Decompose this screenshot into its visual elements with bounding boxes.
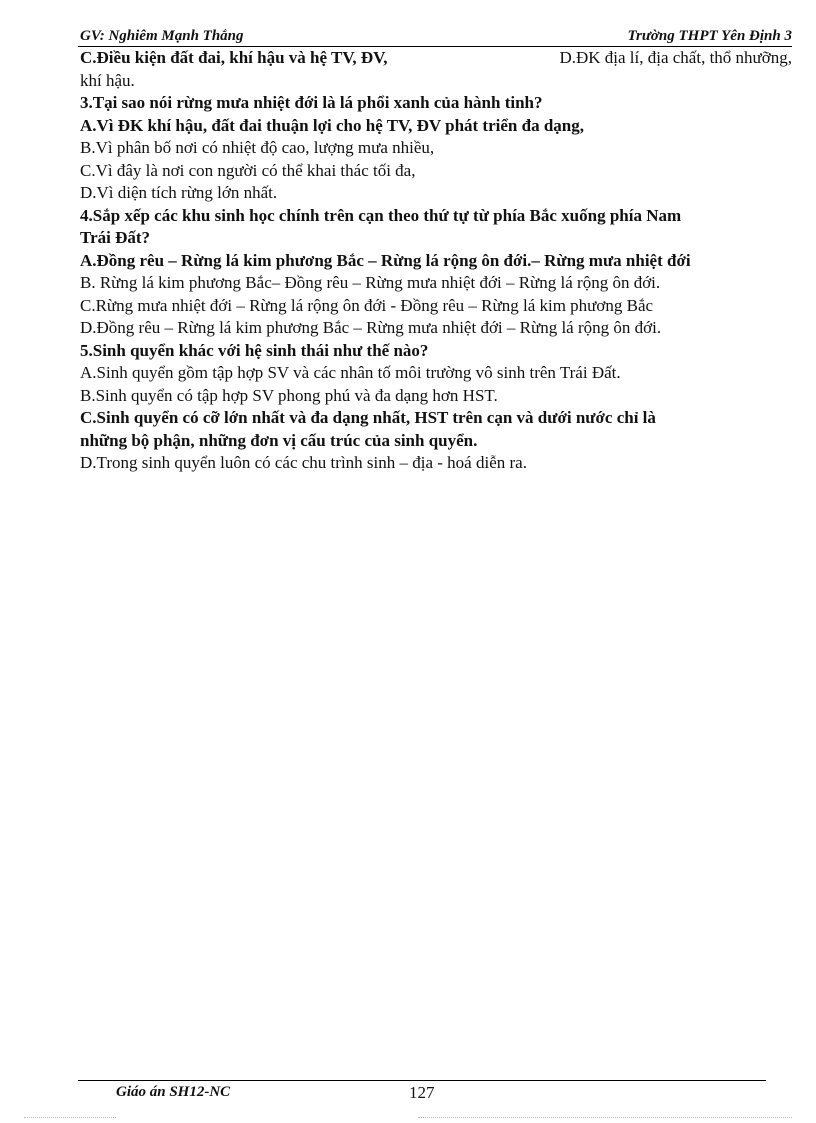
footer-dotted-left (24, 1117, 116, 1118)
footer-title: Giáo án SH12-NC (116, 1084, 231, 1100)
q3-answer-b: B.Vì phân bố nơi có nhiệt độ cao, lượng mưa nhiều, (80, 138, 435, 157)
answer-d: D.ĐK địa lí, địa chất, thổ nhưỡng, (559, 48, 792, 67)
q4-answer-b: B. Rừng lá kim phương Bắc– Đồng rêu – Rừng mưa nhiệt đới – Rừng lá rộng ôn đới. (80, 273, 661, 292)
question-4-line1: 4.Sắp xếp các khu sinh học chính trên cạn theo thứ tự từ phía Bắc xuống phía Nam (80, 205, 682, 225)
q4-answer-a-correct: A.Đồng rêu – Rừng lá kim phương Bắc – Rừng lá rộng ôn đới.– Rừng mưa nhiệt đới (80, 250, 691, 270)
q5-answer-c-correct-line1: C.Sinh quyển có cỡ lớn nhất và đa dạng nhất, HST trên cạn và dưới nước chỉ là (80, 408, 656, 427)
q5-answer-b: B.Sinh quyển có tập hợp SV phong phú và đa dạng hơn HST. (80, 385, 498, 405)
q5-answer-d: D.Trong sinh quyển luôn có các chu trình sinh – địa - hoá diễn ra. (80, 453, 527, 472)
answer-row-cd (80, 47, 792, 70)
q3-answer-c: C.Vì đây là nơi con người có thể khai thác tối đa, (80, 160, 416, 180)
answer-c-correct: C.Điều kiện đất đai, khí hậu và hệ TV, ĐV, (80, 48, 388, 67)
q5-answer-c-correct-line2: những bộ phận, những đơn vị cấu trúc của sinh quyển. (80, 430, 478, 450)
q5-answer-a: A.Sinh quyển gồm tập hợp SV và các nhân tố môi trường vô sinh trên Trái Đất. (80, 363, 621, 382)
page-number: 127 (409, 1083, 435, 1102)
question-3: 3.Tại sao nói rừng mưa nhiệt đới là lá phổi xanh của hành tinh? (80, 93, 543, 112)
question-4-line2: Trái Đất? (80, 228, 151, 247)
q3-answer-a-correct: A.Vì ĐK khí hậu, đất đai thuận lợi cho hệ TV, ĐV phát triển đa dạng, (80, 115, 584, 135)
footer-dotted-right (418, 1117, 792, 1118)
answer-d-cont: khí hậu. (80, 70, 135, 90)
header-author: GV: Nghiêm Mạnh Thắng (80, 28, 244, 44)
footer-rule (78, 1080, 766, 1081)
page-header (80, 28, 792, 48)
q4-answer-d: D.Đồng rêu – Rừng lá kim phương Bắc – Rừng mưa nhiệt đới – Rừng lá rộng ôn đới. (80, 318, 662, 337)
q4-answer-c: C.Rừng mưa nhiệt đới – Rừng lá rộng ôn đới - Đồng rêu – Rừng lá kim phương Bắc (80, 295, 654, 315)
question-5: 5.Sinh quyển khác với hệ sinh thái như thế nào? (80, 340, 429, 360)
header-school: Trường THPT Yên Định 3 (627, 28, 792, 44)
q3-answer-d: D.Vì diện tích rừng lớn nhất. (80, 183, 278, 202)
question-content (80, 47, 792, 475)
